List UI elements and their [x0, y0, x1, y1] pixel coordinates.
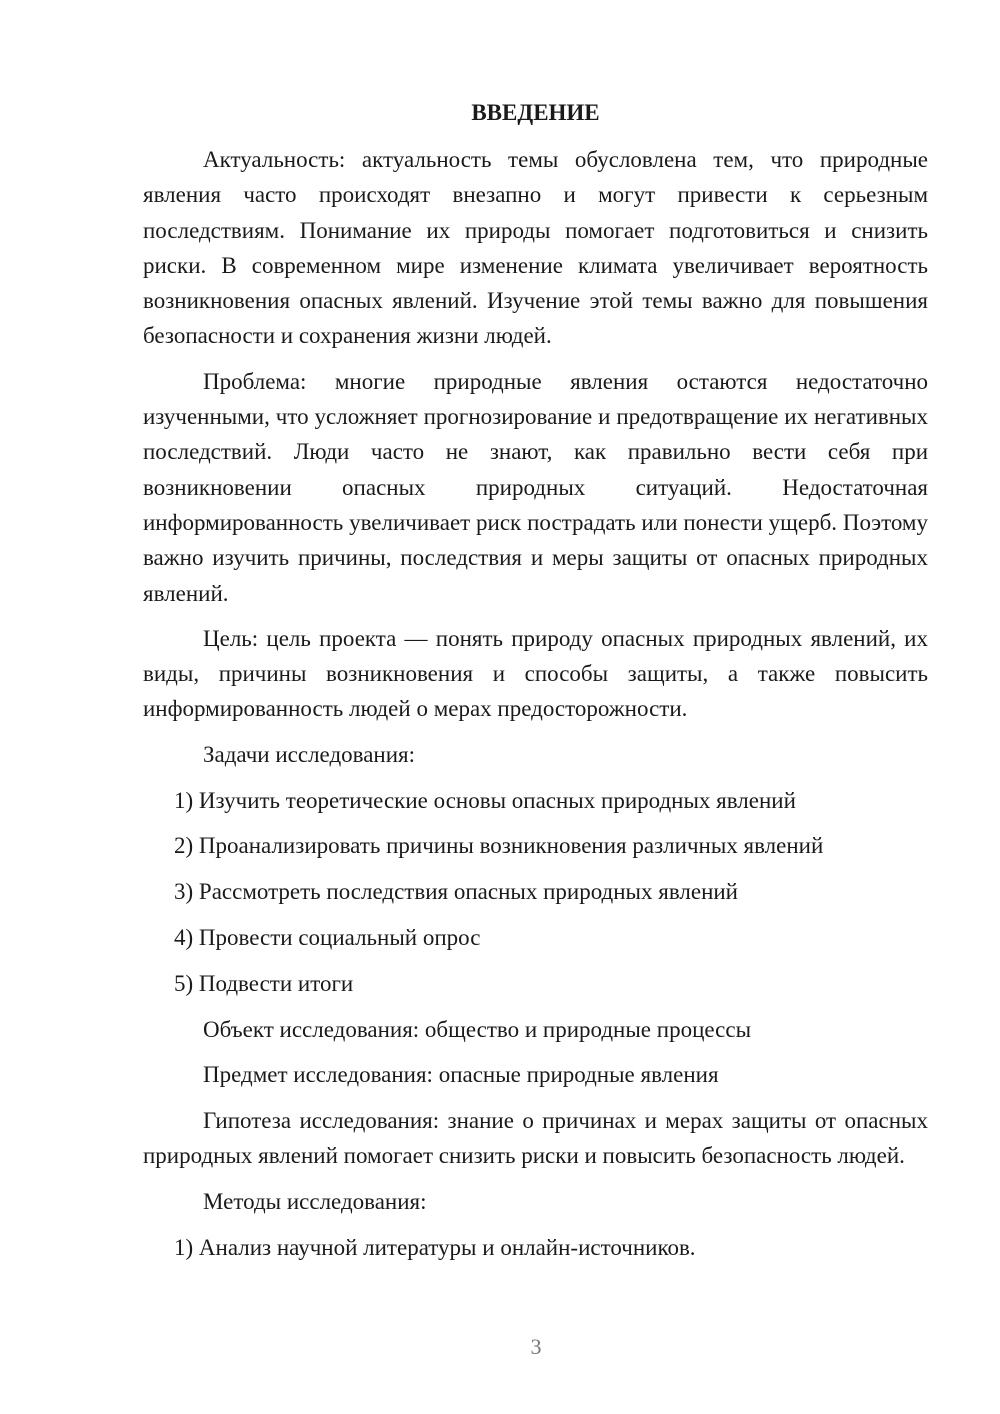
object-line: Объект исследования: общество и природные процессы — [203, 1016, 752, 1042]
list-item: 1) Изучить теоретические основы опасных природных явлений — [174, 787, 796, 813]
tasks-list — [143, 783, 928, 1001]
methods-list — [143, 1230, 928, 1265]
page-number: 3 — [530, 1334, 542, 1359]
hypothesis-paragraph: Гипотеза исследования: знание о причинах и мерах защиты от опасных природных явлений помогает снизить риски и повысить безопасность людей. — [143, 1108, 928, 1169]
section-heading: ВВЕДЕНИЕ — [471, 100, 600, 125]
methods-title: Методы исследования: — [203, 1188, 427, 1214]
problem-paragraph: Проблема: многие природные явления остаются недостаточно изученными, что усложняет прогнозирование и предотвращение их негативных последствий. Люди часто не знают, как правильно вести себя при возникновении опасных природных ситуаций. Недостаточная информированность увеличивает риск пострадать или понести ущерб. Поэтому важно изучить причины, последствия и меры защиты от опасных природных явлений. — [143, 368, 928, 606]
tasks-title: Задачи исследования: — [203, 741, 416, 767]
goal-paragraph: Цель: цель проекта — понять природу опасных природных явлений, их виды, причины возникновения и способы защиты, а также повысить информированность людей о мерах предосторожности. — [143, 625, 928, 722]
document-body — [143, 95, 928, 1275]
list-item: 5) Подвести итоги — [174, 970, 354, 996]
list-item: 2) Проанализировать причины возникновения различных явлений — [174, 833, 824, 859]
list-item: 4) Провести социальный опрос — [174, 924, 481, 950]
subject-line: Предмет исследования: опасные природные явления — [203, 1062, 719, 1088]
list-item: 3) Рассмотреть последствия опасных природных явлений — [174, 879, 738, 905]
relevance-paragraph: Актуальность: актуальность темы обусловлена тем, что природные явления часто происходят внезапно и могут привести к серьезным последствиям. Понимание их природы помогает подготовиться и снизить риски. В современном мире изменение климата увеличивает вероятность возникновения опасных явлений. Изучение этой темы важно для повышения безопасности и сохранения жизни людей. — [143, 147, 928, 349]
list-item: 1) Анализ научной литературы и онлайн-источников. — [174, 1234, 696, 1260]
